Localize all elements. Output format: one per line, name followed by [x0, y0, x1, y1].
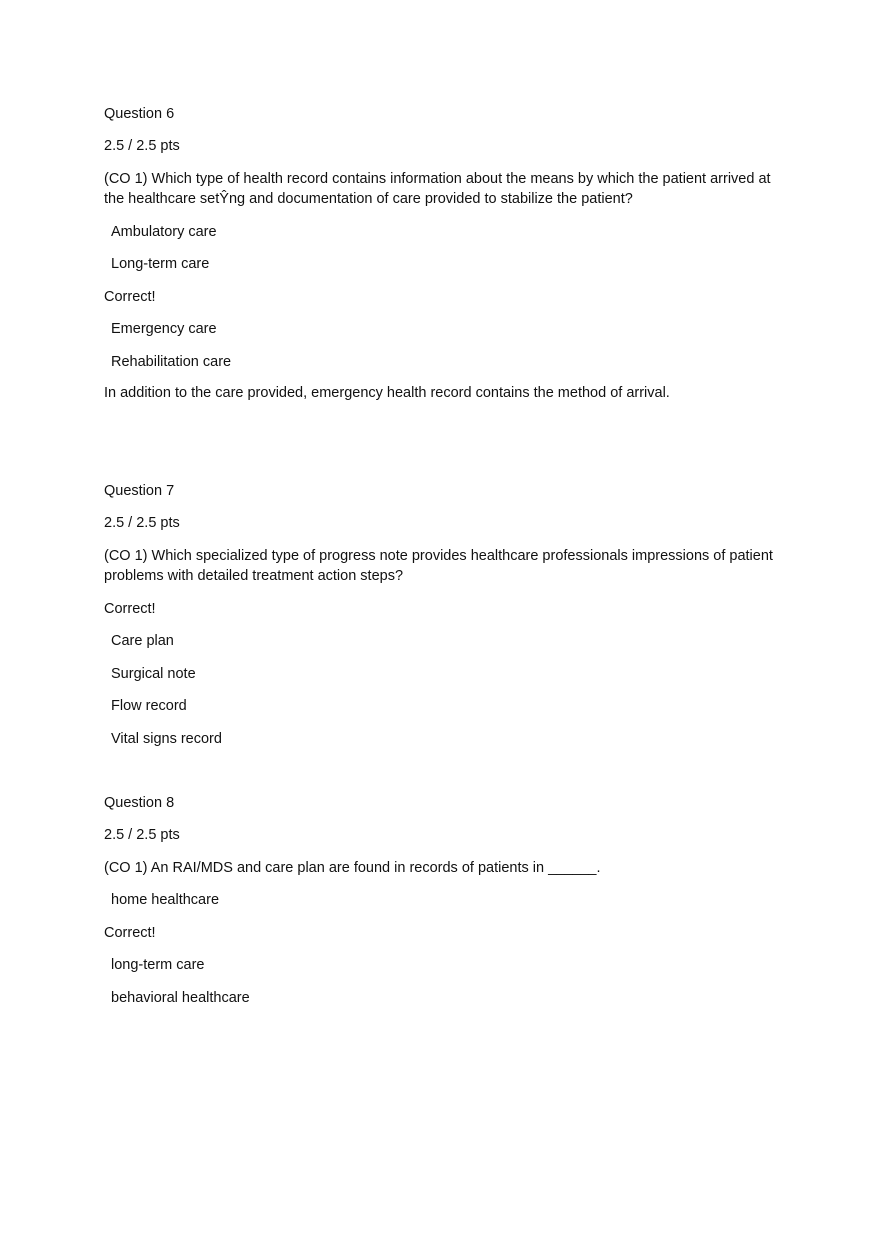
question-number: Question 8 [104, 795, 175, 811]
question-text: (CO 1) Which type of health record contains information about the means by which the patient arrived at the healthcare setŶng and documentation of care provided to stabilize the patient? [104, 171, 771, 207]
question-points: 2.5 / 2.5 pts [104, 827, 180, 843]
answer-option-correct[interactable]: Care plan [111, 633, 174, 649]
answer-option-correct[interactable]: long-term care [111, 957, 205, 973]
answer-option[interactable]: Rehabilitation care [111, 354, 232, 370]
answer-option[interactable]: Long-term care [111, 256, 210, 272]
question-number: Question 6 [104, 106, 175, 122]
answer-option[interactable]: Flow record [111, 698, 187, 714]
answer-option[interactable]: Vital signs record [111, 731, 222, 747]
answer-feedback: In addition to the care provided, emergency health record contains the method of arrival. [104, 385, 670, 401]
correct-label: Correct! [104, 289, 156, 305]
answer-option[interactable]: Surgical note [111, 666, 196, 682]
question-points: 2.5 / 2.5 pts [104, 138, 180, 154]
question-text: (CO 1) Which specialized type of progress note provides healthcare professionals impressions of patient problems with detailed treatment action steps? [104, 548, 773, 584]
correct-label: Correct! [104, 601, 156, 617]
answer-option[interactable]: home healthcare [111, 892, 220, 908]
answer-option[interactable]: behavioral healthcare [111, 990, 250, 1006]
answer-option[interactable]: Ambulatory care [111, 224, 217, 240]
answer-option-correct[interactable]: Emergency care [111, 321, 217, 337]
question-text: (CO 1) An RAI/MDS and care plan are found in records of patients in ______. [104, 860, 601, 876]
correct-label: Correct! [104, 925, 156, 941]
question-number: Question 7 [104, 483, 175, 499]
question-points: 2.5 / 2.5 pts [104, 515, 180, 531]
